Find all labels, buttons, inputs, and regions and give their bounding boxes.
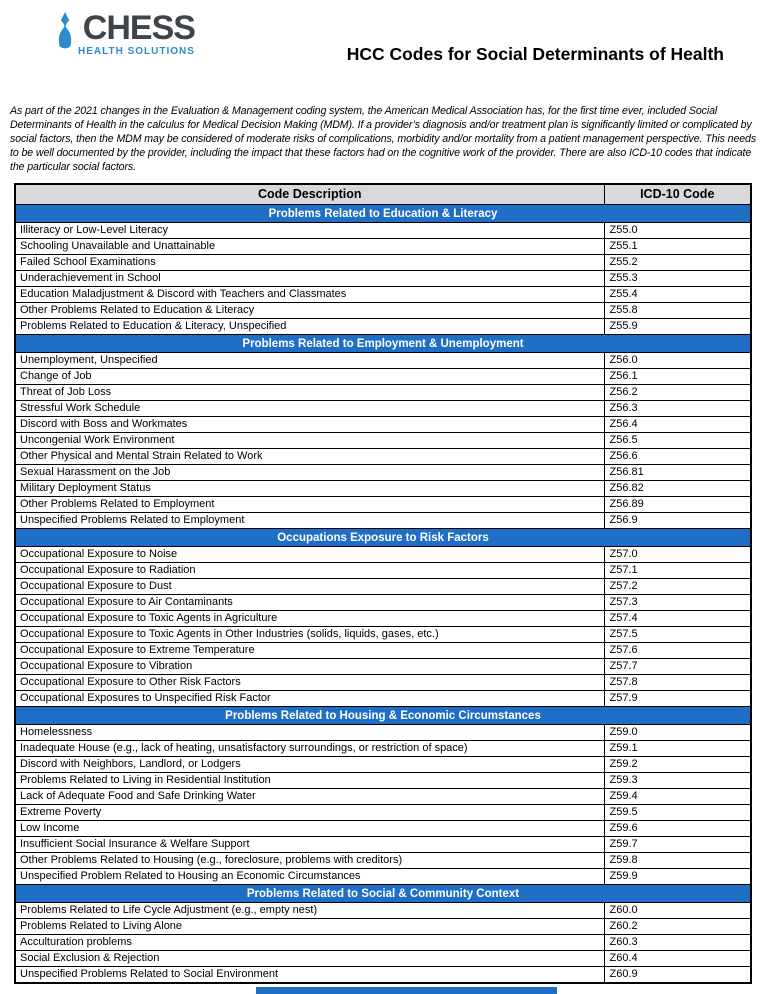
table-row (15, 513, 751, 529)
table-row (15, 967, 751, 984)
icd10-code-cell: Z57.9 (604, 691, 751, 707)
icd10-code-cell: Z59.2 (604, 757, 751, 773)
code-description-cell: Acculturation problems (15, 935, 604, 951)
code-description-cell: Occupational Exposure to Radiation (15, 563, 604, 579)
code-description-cell: Schooling Unavailable and Unattainable (15, 239, 604, 255)
icd10-code-cell: Z57.5 (604, 627, 751, 643)
code-description-cell: Unspecified Problems Related to Employment (15, 513, 604, 529)
icd10-code-cell: Z56.3 (604, 401, 751, 417)
code-description-cell: Illiteracy or Low-Level Literacy (15, 223, 604, 239)
table-row (15, 417, 751, 433)
code-description-cell: Occupational Exposure to Dust (15, 579, 604, 595)
table-row (15, 223, 751, 239)
icd10-code-cell: Z59.0 (604, 725, 751, 741)
code-description-cell: Change of Job (15, 369, 604, 385)
section-header-label: Problems Related to Social & Community Context (15, 885, 751, 903)
table-row (15, 287, 751, 303)
table-row (15, 837, 751, 853)
icd10-code-cell: Z59.9 (604, 869, 751, 885)
chess-logo (54, 10, 195, 57)
codes-table-body (15, 184, 751, 983)
code-description-cell: Problems Related to Life Cycle Adjustment (e.g., empty nest) (15, 903, 604, 919)
codes-table (14, 183, 752, 984)
section-header-row (15, 885, 751, 903)
code-description-cell: Occupational Exposure to Toxic Agents in Agriculture (15, 611, 604, 627)
code-description-cell: Underachievement in School (15, 271, 604, 287)
section-header-row (15, 335, 751, 353)
table-row (15, 725, 751, 741)
code-description-cell: Inadequate House (e.g., lack of heating, unsatisfactory surroundings, or restriction of space) (15, 741, 604, 757)
icd10-code-cell: Z60.9 (604, 967, 751, 984)
code-description-cell: Other Physical and Mental Strain Related to Work (15, 449, 604, 465)
logo-tagline-text: HEALTH SOLUTIONS (78, 46, 195, 57)
intro-paragraph: As part of the 2021 changes in the Evaluation & Management coding system, the American Medical Association has, for the first time ever, included Social Determinants of Health in the calculus for Medical Decision Making (MDM). If a provider’s diagnosis and/or treatment plan is significantly limited or complicated by social factors, then the MDM may be considered of moderate risks of complications, morbidity and/or mortality from a patient management perspective. This needs to be well documented by the provider, including the impact that these factors had on the cognitive work of the provider. There are also ICD-10 codes that indicate the particular social factors. (10, 104, 757, 174)
icd10-code-cell: Z56.5 (604, 433, 751, 449)
code-description-cell: Lack of Adequate Food and Safe Drinking Water (15, 789, 604, 805)
icd10-code-cell: Z57.6 (604, 643, 751, 659)
icd10-code-cell: Z59.1 (604, 741, 751, 757)
icd10-code-cell: Z60.2 (604, 919, 751, 935)
table-row (15, 935, 751, 951)
code-description-cell: Stressful Work Schedule (15, 401, 604, 417)
table-row (15, 353, 751, 369)
table-row (15, 595, 751, 611)
code-description-cell: Occupational Exposure to Extreme Temperature (15, 643, 604, 659)
icd10-code-cell: Z59.6 (604, 821, 751, 837)
icd10-code-cell: Z56.2 (604, 385, 751, 401)
icd10-code-cell: Z56.0 (604, 353, 751, 369)
icd10-code-cell: Z56.9 (604, 513, 751, 529)
code-description-cell: Other Problems Related to Employment (15, 497, 604, 513)
code-description-cell: Unspecified Problems Related to Social Environment (15, 967, 604, 984)
table-row (15, 691, 751, 707)
table-row (15, 465, 751, 481)
code-description-cell: Occupational Exposure to Air Contaminants (15, 595, 604, 611)
code-description-cell: Unspecified Problem Related to Housing an Economic Circumstances (15, 869, 604, 885)
code-description-cell: Extreme Poverty (15, 805, 604, 821)
table-row (15, 319, 751, 335)
section-header-row (15, 205, 751, 223)
table-row (15, 757, 751, 773)
section-header-label: Problems Related to Housing & Economic Circumstances (15, 707, 751, 725)
code-description-cell: Uncongenial Work Environment (15, 433, 604, 449)
icd10-code-cell: Z55.2 (604, 255, 751, 271)
icd10-code-cell: Z59.5 (604, 805, 751, 821)
code-description-cell: Military Deployment Status (15, 481, 604, 497)
table-row (15, 611, 751, 627)
logo-brand-text: CHESS (82, 9, 195, 47)
section-header-label: Problems Related to Education & Literacy (15, 205, 751, 223)
code-description-cell: Problems Related to Living in Residential Institution (15, 773, 604, 789)
icd10-code-cell: Z55.1 (604, 239, 751, 255)
table-row (15, 789, 751, 805)
table-row (15, 481, 751, 497)
icd10-code-cell: Z60.3 (604, 935, 751, 951)
table-row (15, 497, 751, 513)
code-description-cell: Occupational Exposure to Noise (15, 547, 604, 563)
icd10-code-cell: Z55.3 (604, 271, 751, 287)
table-row (15, 659, 751, 675)
code-description-cell: Social Exclusion & Rejection (15, 951, 604, 967)
icd10-code-cell: Z55.4 (604, 287, 751, 303)
icd10-code-cell: Z57.2 (604, 579, 751, 595)
icd10-code-cell: Z59.7 (604, 837, 751, 853)
section-header-label: Occupations Exposure to Risk Factors (15, 529, 751, 547)
table-row (15, 675, 751, 691)
table-row (15, 563, 751, 579)
table-row (15, 547, 751, 563)
table-row (15, 869, 751, 885)
icd10-code-cell: Z57.4 (604, 611, 751, 627)
table-row (15, 369, 751, 385)
table-row (15, 239, 751, 255)
icd10-code-cell: Z56.4 (604, 417, 751, 433)
code-description-cell: Occupational Exposure to Other Risk Factors (15, 675, 604, 691)
table-row (15, 903, 751, 919)
section-header-row (15, 529, 751, 547)
code-description-cell: Occupational Exposure to Vibration (15, 659, 604, 675)
section-header-label: Problems Related to Employment & Unemployment (15, 335, 751, 353)
column-header-description: Code Description (15, 184, 604, 205)
table-row (15, 255, 751, 271)
table-row (15, 385, 751, 401)
table-row (15, 741, 751, 757)
icd10-code-cell: Z56.82 (604, 481, 751, 497)
icd10-code-cell: Z59.3 (604, 773, 751, 789)
icd10-code-cell: Z55.0 (604, 223, 751, 239)
table-row (15, 919, 751, 935)
code-description-cell: Discord with Boss and Workmates (15, 417, 604, 433)
icd10-code-cell: Z57.0 (604, 547, 751, 563)
code-description-cell: Discord with Neighbors, Landlord, or Lodgers (15, 757, 604, 773)
table-row (15, 271, 751, 287)
code-description-cell: Occupational Exposure to Toxic Agents in Other Industries (solids, liquids, gases, etc.) (15, 627, 604, 643)
icd10-code-cell: Z55.8 (604, 303, 751, 319)
code-description-cell: Education Maladjustment & Discord with Teachers and Classmates (15, 287, 604, 303)
icd10-code-cell: Z56.1 (604, 369, 751, 385)
chess-piece-icon (54, 12, 76, 56)
icd10-code-cell: Z55.9 (604, 319, 751, 335)
table-row (15, 951, 751, 967)
icd10-code-cell: Z60.4 (604, 951, 751, 967)
column-header-row (15, 184, 751, 205)
code-description-cell: Other Problems Related to Education & Literacy (15, 303, 604, 319)
code-description-cell: Problems Related to Education & Literacy, Unspecified (15, 319, 604, 335)
icd10-code-cell: Z56.89 (604, 497, 751, 513)
code-description-cell: Unemployment, Unspecified (15, 353, 604, 369)
code-description-cell: Sexual Harassment on the Job (15, 465, 604, 481)
code-description-cell: Insufficient Social Insurance & Welfare Support (15, 837, 604, 853)
table-row (15, 303, 751, 319)
section-header-row (15, 707, 751, 725)
icd10-code-cell: Z59.8 (604, 853, 751, 869)
code-description-cell: Failed School Examinations (15, 255, 604, 271)
table-row (15, 773, 751, 789)
table-row (15, 579, 751, 595)
code-description-cell: Low Income (15, 821, 604, 837)
code-description-cell: Problems Related to Living Alone (15, 919, 604, 935)
table-row (15, 853, 751, 869)
icd10-code-cell: Z59.4 (604, 789, 751, 805)
code-description-cell: Other Problems Related to Housing (e.g., foreclosure, problems with creditors) (15, 853, 604, 869)
icd10-code-cell: Z56.6 (604, 449, 751, 465)
icd10-code-cell: Z57.1 (604, 563, 751, 579)
page-title: HCC Codes for Social Determinants of Health (346, 44, 724, 64)
code-description-cell: Occupational Exposures to Unspecified Risk Factor (15, 691, 604, 707)
table-row (15, 401, 751, 417)
table-row (15, 821, 751, 837)
icd10-code-cell: Z57.7 (604, 659, 751, 675)
icd10-code-cell: Z57.8 (604, 675, 751, 691)
next-section-header-partial-bar (256, 987, 557, 994)
table-row (15, 627, 751, 643)
table-row (15, 449, 751, 465)
column-header-icd10: ICD-10 Code (604, 184, 751, 205)
table-row (15, 643, 751, 659)
icd10-code-cell: Z57.3 (604, 595, 751, 611)
table-row (15, 433, 751, 449)
code-description-cell: Threat of Job Loss (15, 385, 604, 401)
icd10-code-cell: Z56.81 (604, 465, 751, 481)
table-row (15, 805, 751, 821)
icd10-code-cell: Z60.0 (604, 903, 751, 919)
code-description-cell: Homelessness (15, 725, 604, 741)
